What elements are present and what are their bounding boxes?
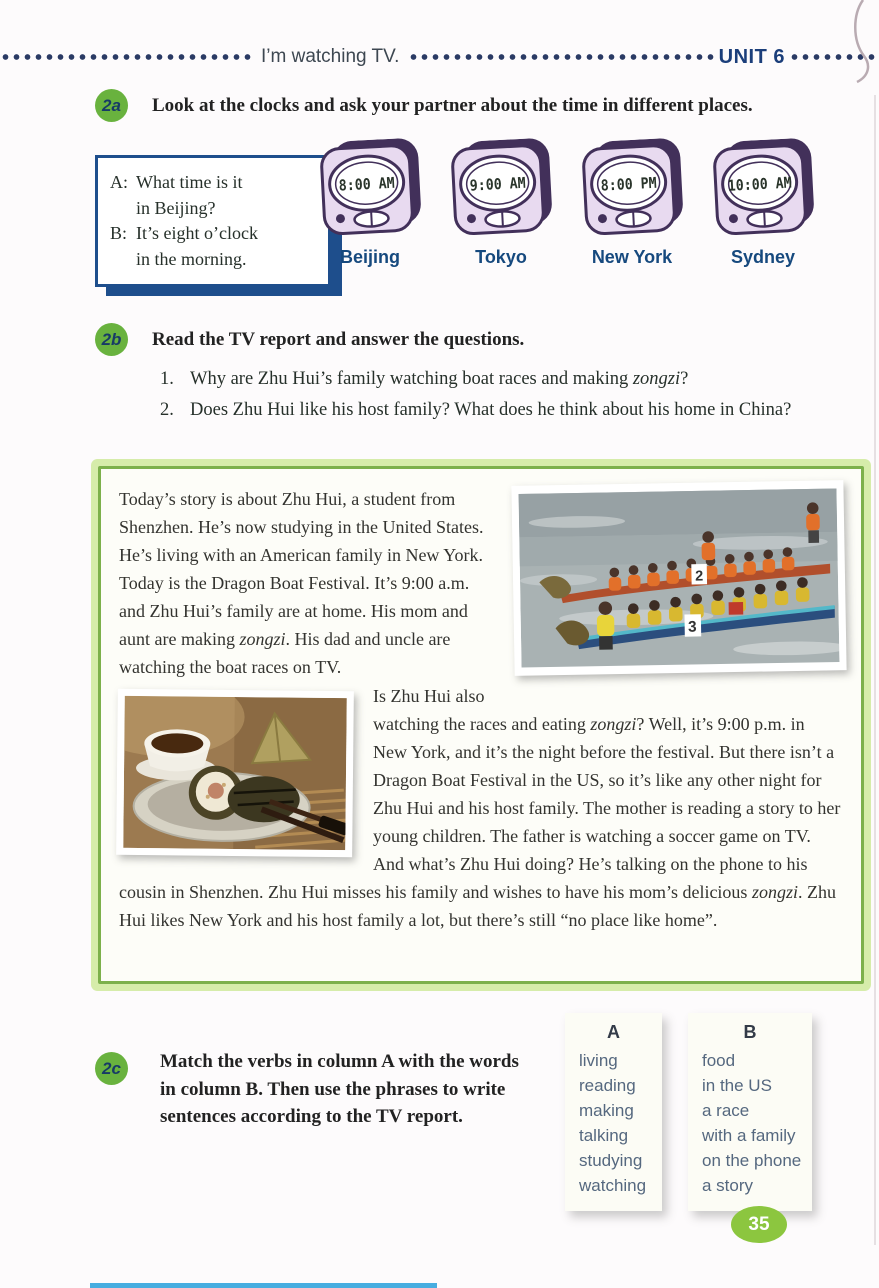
dialogue-line <box>110 196 318 222</box>
clock-time: 8:00 AM <box>338 173 403 195</box>
passage-text-italic: zongzi <box>239 629 286 650</box>
page-number-badge: 35 <box>731 1206 787 1243</box>
passage-text-italic: zongzi <box>590 713 637 734</box>
clock-city-label: Beijing <box>339 247 400 267</box>
list-item: talking <box>579 1126 629 1146</box>
list-item: in the US <box>702 1075 772 1095</box>
list-item: watching <box>579 1176 647 1196</box>
passage-text: Today’s story is about Zhu Hui, a student from Shenzhen. He’s now studying in the United States. He’s living with an American family in New York. Today is the Dragon Boat Festival. It’s 9:00 a.m. and Zhu Hui’s family are at home. His mom and aunt are making <box>119 489 484 650</box>
digital-clock-illustration <box>446 137 555 242</box>
activity-badge-2a: 2a <box>95 89 128 122</box>
page-curl-mark <box>839 0 879 90</box>
boat-number-sign: 2 <box>695 568 704 585</box>
dialogue-line <box>110 247 318 273</box>
question-2 <box>160 397 810 423</box>
dialogue-text: in the morning. <box>136 248 247 269</box>
match-column-b-card <box>688 1013 812 1211</box>
clock-time: 8:00 PM <box>600 173 665 195</box>
zongzi-photo <box>116 688 354 856</box>
question-text: ? <box>680 369 689 389</box>
list-item: a story <box>702 1176 754 1196</box>
list-item: making <box>579 1100 634 1120</box>
digital-clock-illustration <box>708 137 817 242</box>
clock-city-label: Tokyo <box>475 247 527 267</box>
digital-clock-sydney <box>711 140 815 268</box>
dotted-line <box>0 53 252 61</box>
passage-text: . His dad and uncle are watching the boat races on TV. <box>119 629 451 678</box>
list-item: a race <box>702 1100 750 1120</box>
passage-text-italic: zongzi <box>751 882 798 903</box>
dialogue-text: What time is it <box>136 172 243 192</box>
list-item: food <box>702 1050 736 1070</box>
clock-city-label: Sydney <box>730 247 796 267</box>
clock-time: 10:00 AM <box>727 173 801 195</box>
header-rule <box>0 44 879 70</box>
list-item: living <box>579 1050 618 1070</box>
digital-clock-tokyo <box>449 140 553 268</box>
match-column-a-card <box>565 1013 662 1211</box>
list-item: on the phone <box>702 1151 802 1171</box>
dragon-boat-photo <box>511 480 846 676</box>
dialogue-box <box>95 155 331 287</box>
list-item: studying <box>579 1151 643 1171</box>
dialogue-line <box>110 170 318 196</box>
speaker-label: B: <box>110 223 128 244</box>
dialogue-text: in Beijing? <box>136 197 216 218</box>
passage-text: . Zhu Hui likes New York and his host family a lot, but there’s still “no place like home”. <box>119 882 836 931</box>
instruction-2b: Read the TV report and answer the questions. <box>152 329 525 350</box>
question-number: 2. <box>160 400 174 421</box>
instruction-2c: Match the verbs in column A with the words in column B. Then use the phrases to write sentences according to the TV report. <box>160 1051 519 1128</box>
column-a-list <box>565 1048 662 1199</box>
digital-clock-newyork <box>580 140 684 268</box>
question-text: Why are Zhu Hui’s family watching boat races and making <box>190 369 633 389</box>
boat-number-sign: 3 <box>687 618 697 636</box>
question-text: Does Zhu Hui like his host family? What does he think about his home in China? <box>190 400 792 421</box>
question-1 <box>160 366 810 392</box>
scan-bottom-line <box>90 1283 437 1288</box>
question-number: 1. <box>160 369 174 389</box>
question-text-italic: zongzi <box>632 369 681 389</box>
activity-badge-2b: 2b <box>95 323 128 356</box>
dialogue-text: It’s eight o’clock <box>136 223 258 244</box>
clocks-row <box>318 140 815 268</box>
clock-city-label: New York <box>591 247 673 267</box>
dialogue-line <box>110 221 318 247</box>
lesson-title: I’m watching TV. <box>261 46 400 67</box>
column-b-list <box>688 1048 812 1199</box>
question-list <box>160 366 810 429</box>
clock-time: 9:00 AM <box>469 173 534 195</box>
reading-passage-box <box>98 466 864 984</box>
passage-text: Is Zhu Hui also watching the races and eating <box>373 685 591 734</box>
list-item: with a family <box>702 1126 796 1146</box>
digital-clock-illustration <box>315 137 424 242</box>
dotted-line <box>408 53 714 61</box>
speaker-label: A: <box>110 172 128 192</box>
page-edge-line <box>874 95 876 1245</box>
digital-clock-illustration <box>577 137 686 242</box>
unit-label: UNIT 6 <box>718 45 785 68</box>
digital-clock-beijing <box>318 140 422 268</box>
activity-badge-2c: 2c <box>95 1052 128 1085</box>
passage-text: ? Well, it’s 9:00 p.m. in New York, and it’s the night before the festival. But there isn’t a Dragon Boat Festival in the US, so it’s like any other night for Zhu Hui and his host family. The mother is reading a story to her young children. The father is watching a soccer game on TV. And what’s Zhu Hui doing? He’s talking on the phone to his cousin in Shenzhen. Zhu Hui misses his family and wishes to have his mom’s delicious <box>119 713 841 903</box>
list-item: reading <box>579 1075 636 1095</box>
instruction-2a: Look at the clocks and ask your partner about the time in different places. <box>152 95 753 116</box>
column-b-header: B <box>743 1022 757 1042</box>
column-a-header: A <box>607 1022 620 1042</box>
